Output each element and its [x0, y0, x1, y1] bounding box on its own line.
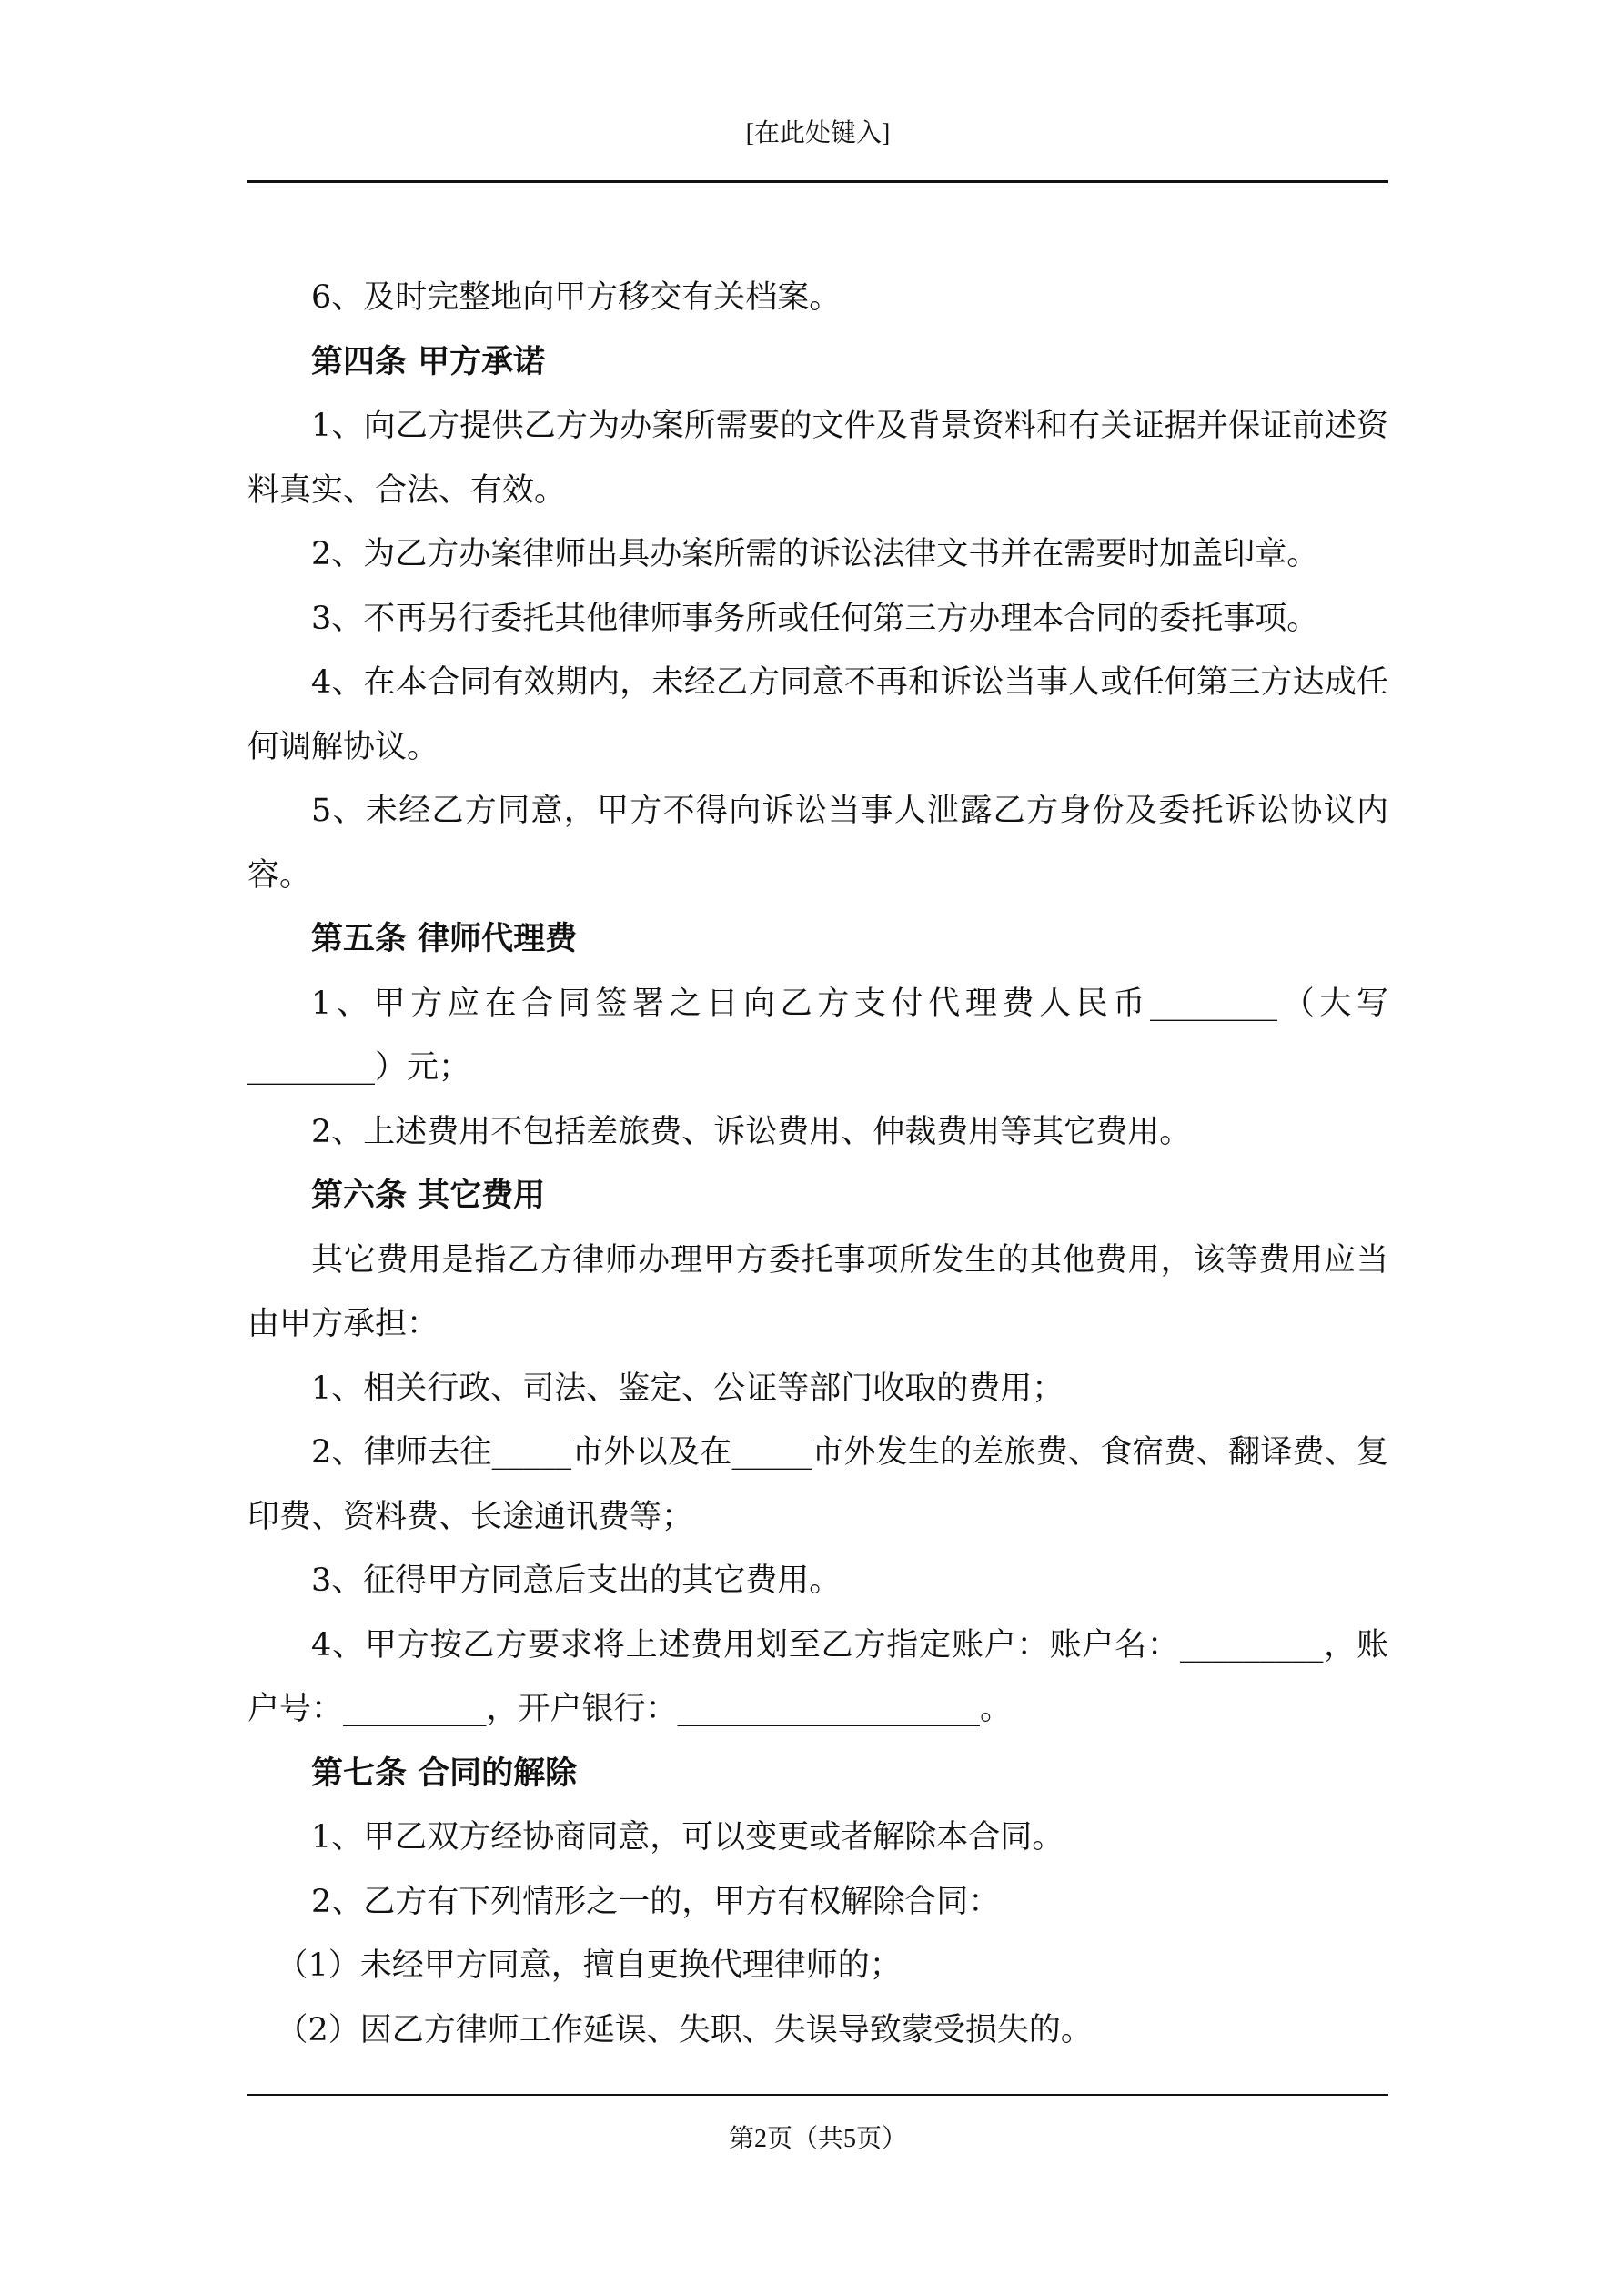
paragraph-5-2: 2、上述费用不包括差旅费、诉讼费用、仲裁费用等其它费用。 — [311, 1113, 1192, 1150]
paragraph-6-intro: 其它费用是指乙方律师办理甲方委托事项所发生的其他费用，该等费用应当由甲方承担： — [247, 1241, 1388, 1342]
footer-divider — [247, 2094, 1388, 2096]
paragraph-7-2-2: （2）因乙方律师工作延误、失职、失误导致蒙受损失的。 — [276, 2011, 1093, 2048]
paragraph-7-2-1: （1）未经甲方同意，擅自更换代理律师的； — [276, 1947, 902, 1984]
document-body — [247, 266, 1388, 2062]
article-4-heading: 第四条 甲方承诺 — [311, 342, 546, 380]
paragraph-4-1: 1、向乙方提供乙方为办案所需要的文件及背景资料和有关证据并保证前述资料真实、合法、有效。 — [247, 408, 1388, 509]
paragraph-7-1: 1、甲乙双方经协商同意，可以变更或者解除本合同。 — [311, 1819, 1064, 1856]
paragraph-6-1: 1、相关行政、司法、鉴定、公证等部门收取的费用； — [311, 1370, 1064, 1407]
article-7-heading: 第七条 合同的解除 — [311, 1754, 578, 1792]
paragraph-4-4: 4、在本合同有效期内，未经乙方同意不再和诉讼当事人或任何第三方达成任何调解协议。 — [247, 664, 1388, 765]
paragraph-4-3: 3、不再另行委托其他律师事务所或任何第三方办理本合同的委托事项。 — [311, 600, 1319, 637]
paragraph-4-5: 5、未经乙方同意，甲方不得向诉讼当事人泄露乙方身份及委托诉讼协议内容。 — [247, 793, 1388, 894]
paragraph-6-2: 2、律师去往_____市外以及在_____市外发生的差旅费、食宿费、翻译费、复印费、资料费、长途通讯费等； — [247, 1434, 1388, 1535]
page-footer: 第2页（共5页） — [728, 2125, 907, 2153]
paragraph-3-6: 6、及时完整地向甲方移交有关档案。 — [311, 279, 842, 316]
paragraph-6-3: 3、征得甲方同意后支出的其它费用。 — [311, 1563, 842, 1599]
page-header: [在此处键入] — [745, 119, 891, 147]
paragraph-6-4: 4、甲方按乙方要求将上述费用划至乙方指定账户：账户名：_________，账户号：_________，开户银行：___________________。 — [247, 1626, 1388, 1727]
paragraph-4-2: 2、为乙方办案律师出具办案所需的诉讼法律文书并在需要时加盖印章。 — [311, 536, 1319, 572]
header-divider — [247, 180, 1388, 183]
article-6-heading: 第六条 其它费用 — [311, 1177, 546, 1214]
paragraph-7-2: 2、乙方有下列情形之一的，甲方有权解除合同： — [311, 1883, 1001, 1920]
article-5-heading: 第五条 律师代理费 — [311, 920, 578, 957]
paragraph-5-1: 1、甲方应在合同签署之日向乙方支付代理费人民币________（大写________）元； — [247, 985, 1388, 1086]
